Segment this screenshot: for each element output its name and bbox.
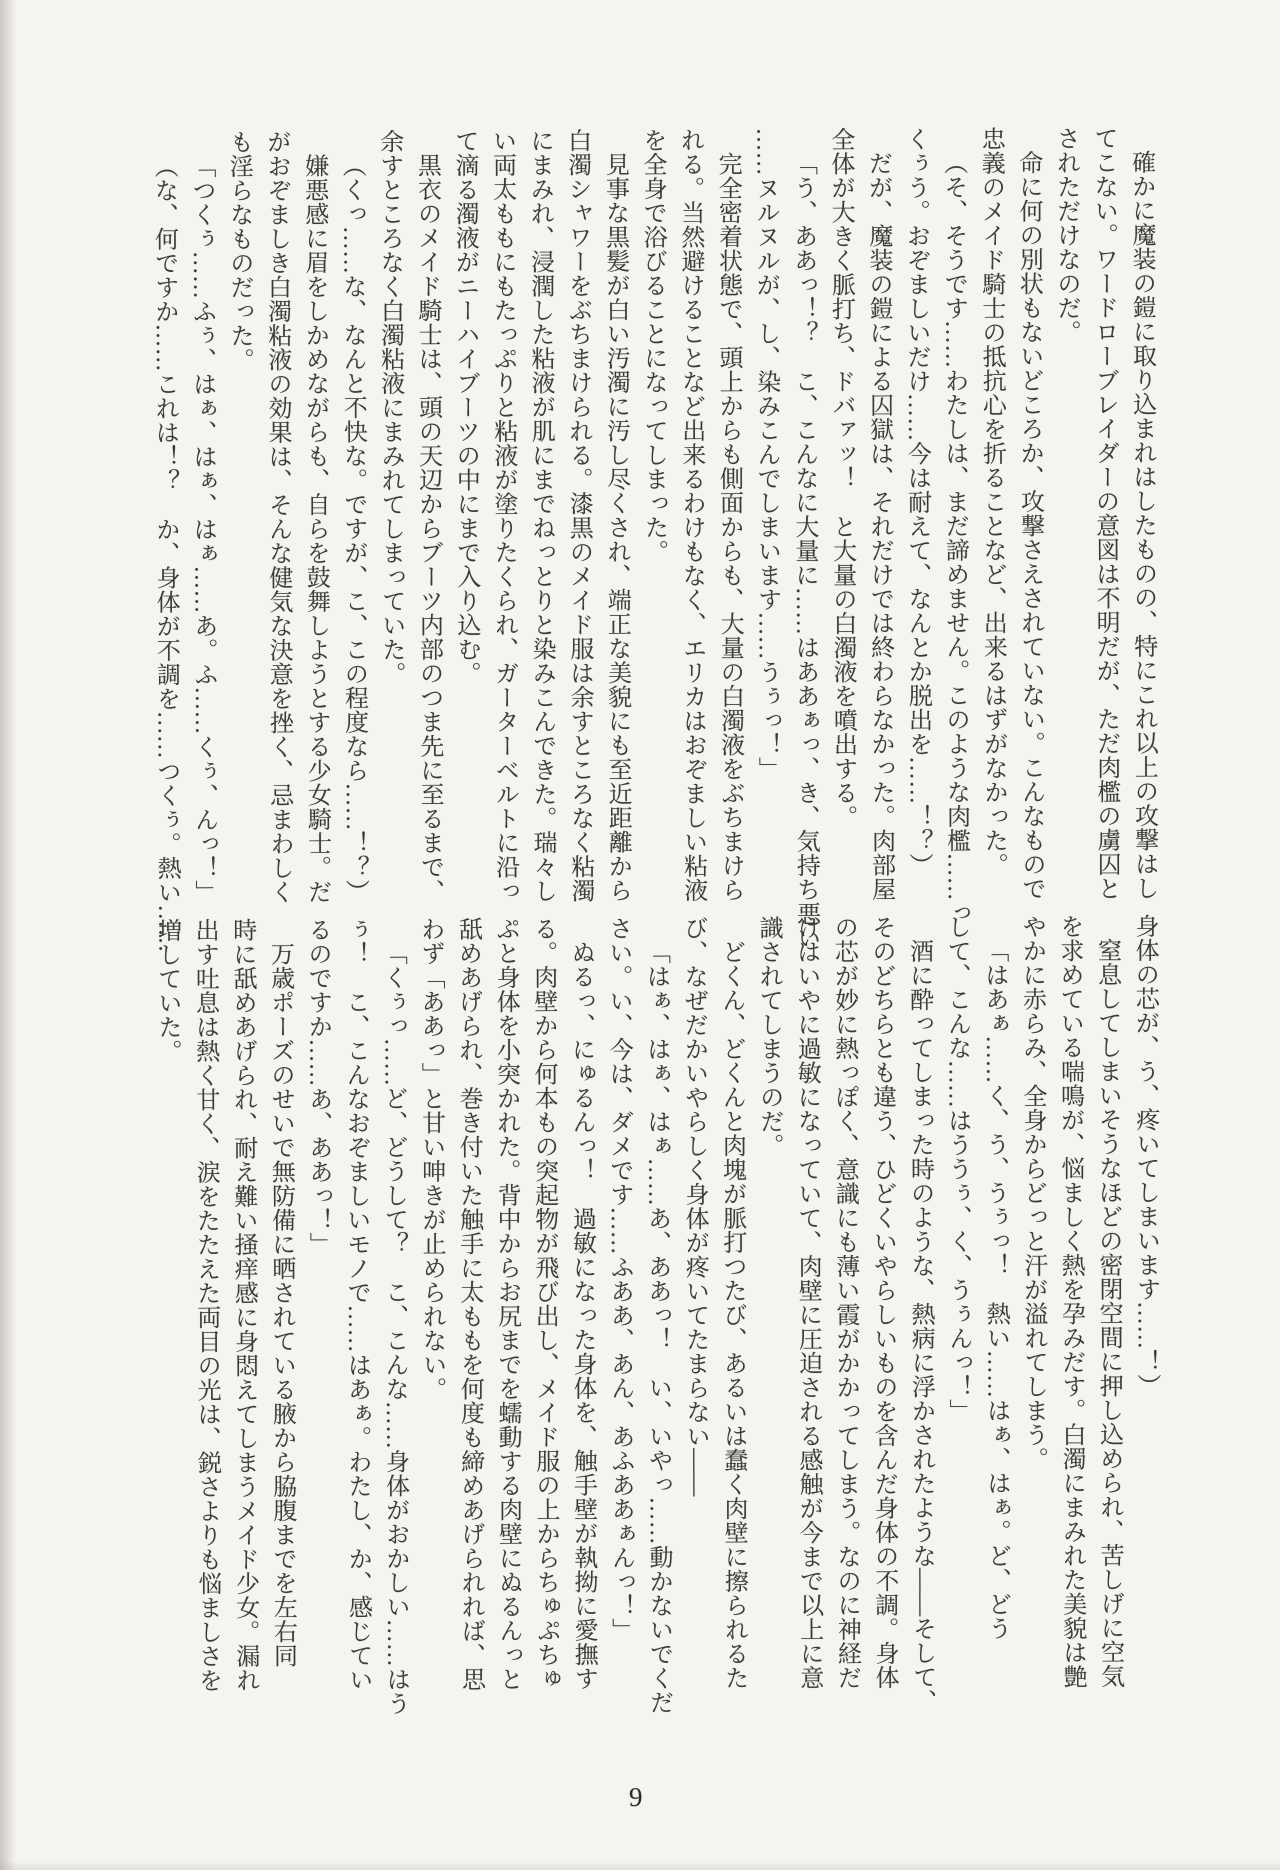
text-column: 出す吐息は熱く甘く、涙をたたえた両目の光は、鋭さよりも悩ましさを — [191, 917, 221, 1693]
text-column: やかに赤らみ、全身からどっと汗が溢れてしまう。 — [1018, 914, 1047, 1471]
text-column: を求めている喘鳴が、悩ましく熱を孕みだす。白濁にまみれた美貌は艶 — [1055, 914, 1086, 1689]
text-column: 余すところなく白濁粘液にまみれてしまっていた。 — [375, 129, 405, 686]
text-column: ぅ！ こ、こんなおぞましいモノで……はあぁ。わたし、か、感じてい — [341, 917, 371, 1692]
text-column: 確かに魔装の鎧に取り込まれはしたものの、特にこれ以上の攻撃はし — [1127, 149, 1157, 901]
text-column: れる。当然避けることなど出来るわけもなく、エリカはおぞましい粘液 — [676, 127, 706, 903]
text-column: の芯が妙に熱っぽく、意識にも薄い霞がかかってしまう。なのに神経だ — [830, 915, 860, 1690]
text-column: 「くぅっ……ど、どうして？ こ、こんな……身体がおかしい……はう — [379, 941, 409, 1716]
text-column: 全体が大きく脈打ち、ドバァッ！ と大量の白濁液を噴出する。 — [826, 127, 856, 829]
text-column: 「はぁ、はぁ、はぁ……あ、ああっ！ い、いやっ……動かないでくだ — [642, 939, 672, 1715]
text-column: 酒に酔ってしまった時のような、熱病に浮かされたような——そして、 — [905, 938, 935, 1714]
page-number: 9 — [628, 1781, 643, 1813]
text-column: 窒息してしまいそうなほどの密閉空間に押し込められ、苦しげに空気 — [1093, 937, 1123, 1689]
text-column: 「う、ああっ！？ こ、こんなに大量に……はああぁっ、き、気持ち悪い — [789, 151, 819, 950]
text-column: 黒衣のメイド騎士は、頭の天辺からブーツ内部のつま先に至るまで、 — [413, 152, 443, 904]
text-column: 忠義のメイド騎士の抵抗心を折ることなど、出来るはずがなかった。 — [977, 126, 1007, 877]
text-column: 見事な黒髪が白い汚濁に汚し尽くされ、端正な美貌にも至近距離から — [601, 152, 631, 903]
text-column: そのどちらとも違う、ひどくいやらしいものを含んだ身体の不調。身体 — [867, 914, 898, 1690]
text-column: 時に舐めあげられ、耐え難い掻痒感に身悶えてしまうメイド少女。漏れ — [228, 917, 259, 1693]
text-column: くぅう。おぞましいだけ……今は耐えて、なんとか脱出を……！？） — [901, 126, 932, 878]
text-column: 「つくぅ……ふぅ、はぁ、はぁ、はぁ……あ。ふ……くぅ、んっ！」 — [187, 153, 218, 905]
text-column: て滴る濁液がニーハイブーツの中にまで入り込む。 — [450, 128, 480, 686]
text-column: ぬるっ、にゅるんっ！ 過敏になった身体を、触手壁が執拗に愛撫す — [567, 940, 597, 1691]
text-column: てこない。ワードローブレイダーの意図は不明だが、ただ肉檻の虜囚と — [1089, 125, 1120, 901]
text-column: 嫌悪感に眉をしかめながらも、自らを鼓舞しようとする少女騎士。だ — [300, 153, 330, 904]
text-column: （そ、そうです……わたしは、まだ諦めません。このような肉檻……っ — [939, 150, 969, 926]
text-column: 命に何の別状もないどころか、攻撃さえされていない。こんなもので — [1014, 150, 1045, 901]
text-column: 「はあぁ……く、う、うぅっ！ 熱い……はぁ、はぁ。ど、どう — [980, 938, 1010, 1641]
text-column: がおぞましき白濁粘液の効果は、そんな健気な決意を挫く、忌まわしく — [262, 129, 293, 905]
text-column: （くっ……な、なんと不快な。ですが、こ、この程度なら……！？） — [338, 153, 368, 904]
text-column: けはいやに過敏になっていて、肉壁に圧迫される感触が今まで以上に意 — [792, 915, 822, 1690]
text-column: 舐めあげられ、巻き付いた触手に太ももを何度も締めあげられれば、思 — [454, 916, 484, 1692]
text-column: わず「ああっ」と甘い呻きが止められない。 — [416, 916, 445, 1401]
text-column: にまみれ、浸潤した粘液が肌にまでねっとりと染みこんできた。瑞々し — [525, 128, 556, 903]
text-column: び、なぜだかいやらしく身体が疼いてたまらない—— — [679, 915, 709, 1497]
text-column: 万歳ポーズのせいで無防備に晒されている腋から脇腹までを左右同 — [266, 941, 296, 1668]
text-column: る。肉壁から何本もの突起物が飛び出し、メイド服の上からちゅぷちゅ — [529, 916, 559, 1691]
text-block-bottom — [147, 914, 1166, 1718]
text-column: を全身で浴びることになってしまった。 — [638, 127, 667, 564]
text-block-top — [143, 125, 1162, 953]
text-column: さい。い、今は、ダメです……ふああ、あん、あふああぁんっ！」 — [604, 916, 634, 1643]
text-column: どくん、どくんと肉塊が脈打つたび、あるいは蠢く肉壁に擦られるた — [717, 939, 747, 1690]
text-column: 白濁シャワーをぶちまけられる。漆黒のメイド服は余すところなく粘濁 — [563, 128, 593, 903]
text-column: して、こんな……はううぅ、く、うぅんっ！」 — [942, 914, 972, 1423]
text-column: い両太ももにもたっぷりと粘液が塗りたくられ、ガーターベルトに沿っ — [488, 128, 518, 904]
text-column: るのですか……あ、ああっ！」 — [303, 917, 332, 1257]
text-column: 増していた。 — [153, 918, 181, 1064]
text-column: だが、魔装の鎧による囚獄は、それだけでは終わらなかった。肉部屋 — [864, 150, 894, 902]
text-column: 身体の芯が、う、疼いてしまいます……！） — [1130, 913, 1160, 1398]
text-column: （な、何ですか……これは！？ か、身体が不調を……つくぅ。熱い…… — [150, 154, 180, 953]
text-column: されただけなのだ。 — [1052, 126, 1080, 345]
text-column: 完全密着状態で、頭上からも側面からも、大量の白濁液をぶちまけら — [714, 151, 744, 902]
text-column: ……ヌルヌルが、し、染みこんでしまいます……うぅっ！」 — [751, 127, 781, 781]
text-column: も淫らなものだった。 — [225, 129, 253, 372]
text-column: 識されてしまうのだ。 — [754, 915, 783, 1158]
text-column: ぷと身体を小突かれた。背中からお尻までを蠕動する肉壁にぬるんっと — [491, 916, 522, 1692]
